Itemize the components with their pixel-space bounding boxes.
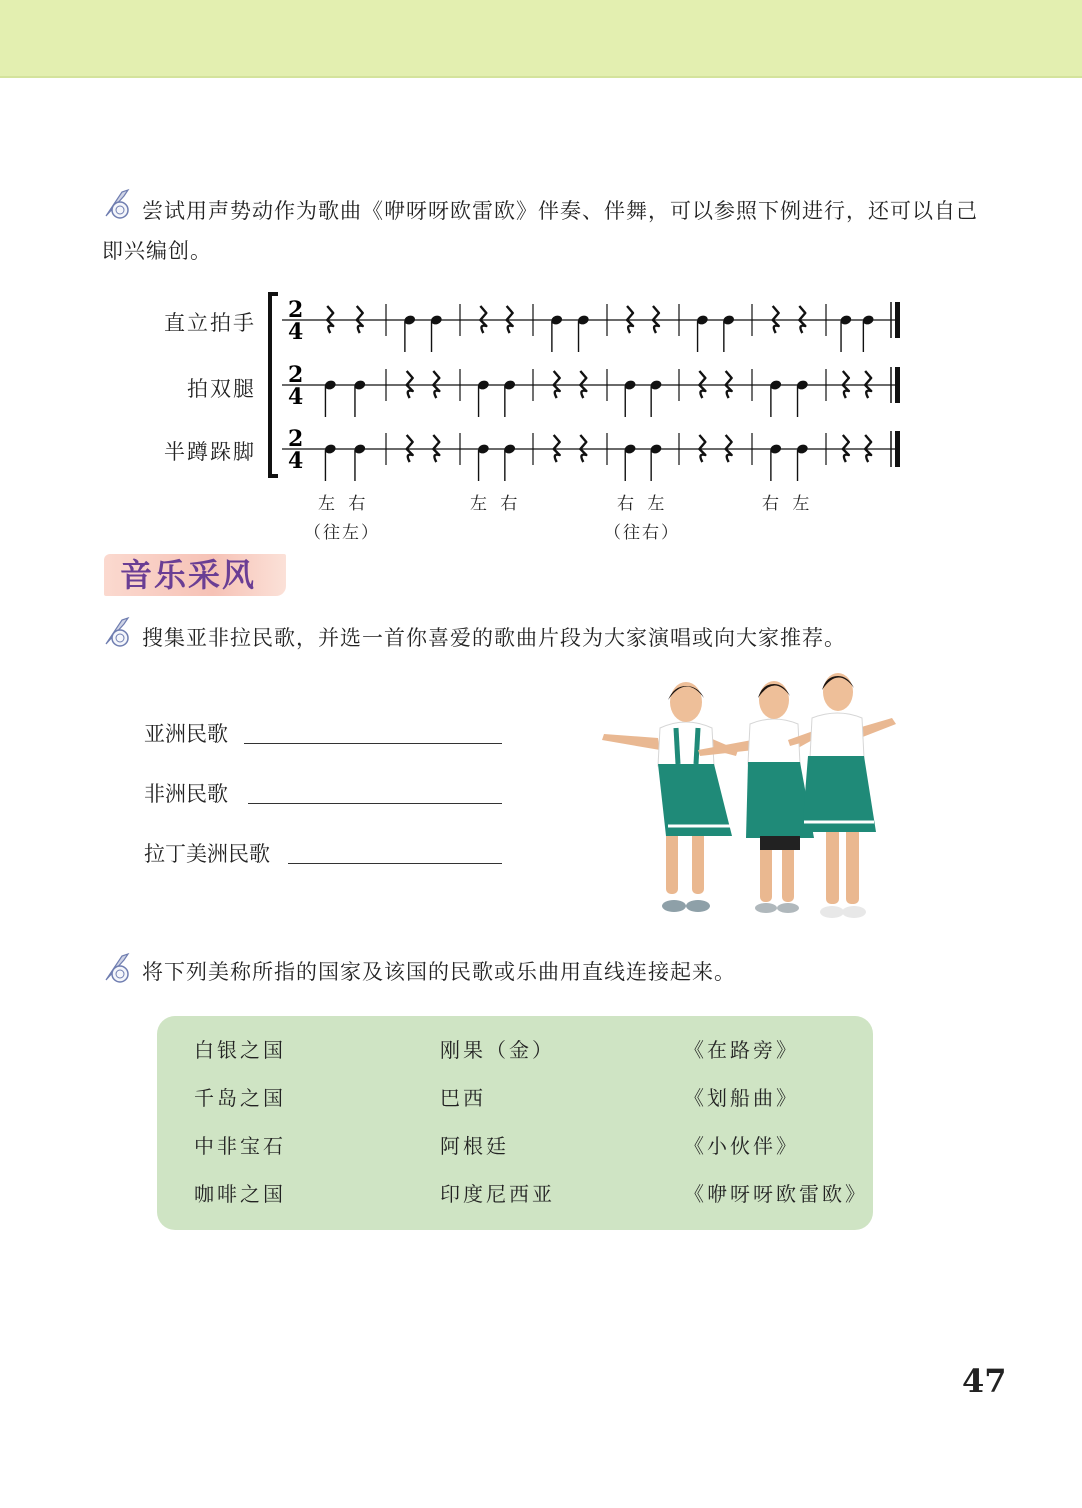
- time-signature-bottom: 4: [288, 448, 304, 474]
- time-signature-top: 2: [288, 426, 304, 452]
- fill-line-africa[interactable]: [248, 803, 502, 804]
- nickname-1[interactable]: 白银之国: [194, 1038, 286, 1062]
- fill-label-latin-america: 拉丁美洲民歌: [144, 842, 270, 866]
- time-signature-bottom: 4: [288, 319, 304, 345]
- foot-label-3: 右 左: [617, 494, 669, 514]
- nickname-2[interactable]: 千岛之国: [194, 1086, 286, 1110]
- time-signature-top: 2: [288, 362, 304, 388]
- final-barline-thick: [895, 431, 900, 467]
- nickname-4[interactable]: 咖啡之国: [194, 1182, 286, 1206]
- horn-icon: [100, 186, 134, 220]
- final-barline-thick: [895, 367, 900, 403]
- foot-label-4: 右 左: [762, 494, 814, 514]
- song-4[interactable]: 《咿呀呀欧雷欧》: [684, 1182, 868, 1206]
- song-1[interactable]: 《在路旁》: [684, 1038, 799, 1062]
- fill-line-asia[interactable]: [244, 743, 502, 744]
- score-row-label-2: 拍双腿: [187, 377, 256, 401]
- country-3[interactable]: 阿根廷: [440, 1134, 509, 1158]
- fill-label-africa: 非洲民歌: [144, 782, 228, 806]
- system-bracket: [270, 294, 278, 476]
- final-barline-thick: [895, 302, 900, 338]
- activity1-line2: 即兴编创。: [102, 239, 212, 263]
- nickname-3[interactable]: 中非宝石: [194, 1134, 286, 1158]
- singing-girls-photo: [600, 668, 900, 924]
- top-band: [0, 0, 1082, 78]
- activity3-text: 将下列美称所指的国家及该国的民歌或乐曲用直线连接起来。: [142, 960, 736, 984]
- time-signature-bottom: 4: [288, 384, 304, 410]
- direction-label-1: （往左）: [304, 523, 380, 543]
- fill-label-asia: 亚洲民歌: [144, 722, 228, 746]
- activity2-text: 搜集亚非拉民歌，并选一首你喜爱的歌曲片段为大家演唱或向大家推荐。: [142, 626, 846, 650]
- fill-line-latin-america[interactable]: [288, 863, 502, 864]
- song-3[interactable]: 《小伙伴》: [684, 1134, 799, 1158]
- song-2[interactable]: 《划船曲》: [684, 1086, 799, 1110]
- horn-icon: [100, 950, 134, 984]
- page-number: 47: [962, 1362, 1007, 1400]
- foot-label-1: 左 右: [318, 494, 370, 514]
- score-row-label-3: 半蹲跺脚: [164, 440, 256, 464]
- country-1[interactable]: 刚果（金）: [440, 1038, 555, 1062]
- country-2[interactable]: 巴西: [440, 1086, 486, 1110]
- horn-icon: [100, 614, 134, 648]
- foot-label-2: 左 右: [470, 494, 522, 514]
- country-4[interactable]: 印度尼西亚: [440, 1182, 555, 1206]
- direction-label-2: （往右）: [604, 523, 680, 543]
- time-signature-top: 2: [288, 297, 304, 323]
- activity1-line1: 尝试用声势动作为歌曲《咿呀呀欧雷欧》伴奏、伴舞，可以参照下例进行，还可以自己: [142, 199, 978, 223]
- rhythm-score: [260, 288, 920, 488]
- score-row-label-1: 直立拍手: [164, 311, 256, 335]
- section-title: 音乐采风: [104, 554, 286, 596]
